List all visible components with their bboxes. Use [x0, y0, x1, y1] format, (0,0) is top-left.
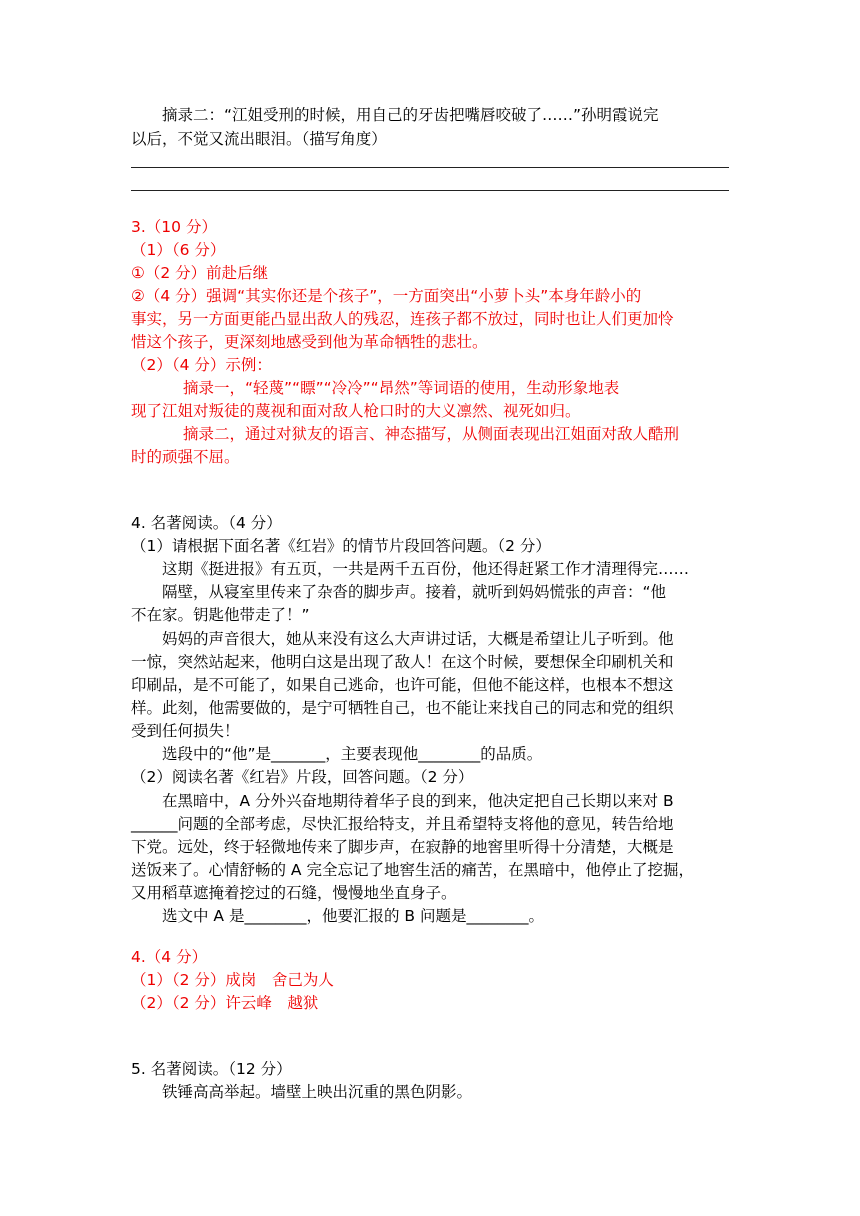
- q4-paragraph-line: 样。此刻，他需要做的，是宁可牺牲自己，也不能让来找自己的同志和党的组织: [131, 699, 674, 717]
- q4-paragraph-line: 妈妈的声音很大，她从来没有这么大声讲过话，大概是希望让儿子听到。他: [162, 630, 674, 648]
- answer3-example2-line: 时的顽强不屈。: [131, 448, 240, 466]
- q4-part1-prompt: （1）请根据下面名著《红岩》的情节片段回答问题。（2 分）: [131, 537, 551, 555]
- answer3-item2-line: ②（4 分）强调“其实你还是个孩子”，一方面突出“小萝卜头”本身年龄小的: [131, 287, 642, 305]
- q4-paragraph-line: 印刷品，是不可能了，如果自己逃命，也许可能，但他不能这样，也根本不想这: [131, 676, 674, 694]
- answer3-header: 3.（10 分）: [131, 218, 217, 236]
- answer4-header: 4.（4 分）: [131, 948, 208, 966]
- answer3-sub2: （2）（4 分）示例：: [131, 356, 272, 374]
- answer4-line1: （1）（2 分）成岗 舍己为人: [131, 971, 334, 989]
- answer4-line2: （2）（2 分）许云峰 越狱: [131, 994, 319, 1012]
- q4-paragraph-line: 送饭来了。心情舒畅的 A 完全忘记了地窖生活的痛苦，在黑暗中，他停止了挖掘，: [131, 861, 694, 879]
- excerpt2-line1: 摘录二：“江姐受刑的时候，用自己的牙齿把嘴唇咬破了……”孙明霞说完: [162, 106, 659, 124]
- answer3-sub1: （1）（6 分）: [131, 241, 226, 259]
- q4-part2-prompt: （2）阅读名著《红岩》片段，回答问题。（2 分）: [131, 768, 474, 786]
- q4-paragraph-line: 在黑暗中，A 分外兴奋地期待着华子良的到来，他决定把自己长期以来对 B: [162, 792, 674, 810]
- q4-paragraph-line: 隔壁，从寝室里传来了杂沓的脚步声。接着，就听到妈妈慌张的声音：“他: [162, 583, 667, 601]
- q4-paragraph-line: ______问题的全部考虑，尽快汇报给特支，并且希望特支将他的意见，转告给地: [131, 815, 674, 833]
- q4-question2: 选文中 A 是________，他要汇报的 B 问题是________。: [162, 907, 544, 925]
- q5-line1: 铁锤高高举起。墙壁上映出沉重的黑色阴影。: [162, 1083, 473, 1101]
- answer-blank-line-1: [131, 167, 729, 168]
- answer3-example1-line: 摘录一，“轻蔑”“瞟”“冷冷”“昂然”等词语的使用，生动形象地表: [183, 379, 620, 397]
- q4-question1: 选段中的“他”是_______，主要表现他________的品质。: [162, 745, 543, 763]
- answer3-item2-line: 事实，另一方面更能凸显出敌人的残忍，连孩子都不放过，同时也让人们更加怜: [131, 310, 674, 328]
- q4-paragraph-line: 一惊，突然站起来，他明白这是出现了敌人！在这个时候，要想保全印刷机关和: [131, 653, 674, 671]
- q4-header: 4. 名著阅读。（4 分）: [131, 514, 282, 532]
- excerpt2-line2: 以后，不觉又流出眼泪。（描写角度）: [131, 130, 387, 148]
- q4-paragraph-line: 又用稻草遮掩着挖过的石缝，慢慢地坐直身子。: [131, 884, 457, 902]
- q4-paragraph-line: 不在家。钥匙他带走了！”: [131, 606, 310, 624]
- q5-header: 5. 名著阅读。（12 分）: [131, 1060, 292, 1078]
- q4-paragraph-line: 受到任何损失！: [131, 722, 240, 740]
- answer3-item2-line: 惜这个孩子，更深刻地感受到他为革命牺牲的悲壮。: [131, 333, 488, 351]
- answer3-example2-line: 摘录二，通过对狱友的语言、神态描写，从侧面表现出江姐面对敌人酷刑: [183, 425, 680, 443]
- answer3-item1: ①（2 分）前赴后继: [131, 264, 269, 282]
- q4-paragraph-line: 下党。远处，终于轻微地传来了脚步声，在寂静的地窖里听得十分清楚，大概是: [131, 838, 674, 856]
- answer3-example1-line: 现了江姐对叛徒的蔑视和面对敌人枪口时的大义凛然、视死如归。: [131, 402, 581, 420]
- answer-blank-line-2: [131, 190, 729, 191]
- q4-paragraph-line: 这期《挺进报》有五页，一共是两千五百份，他还得赶紧工作才清理得完……: [162, 560, 690, 578]
